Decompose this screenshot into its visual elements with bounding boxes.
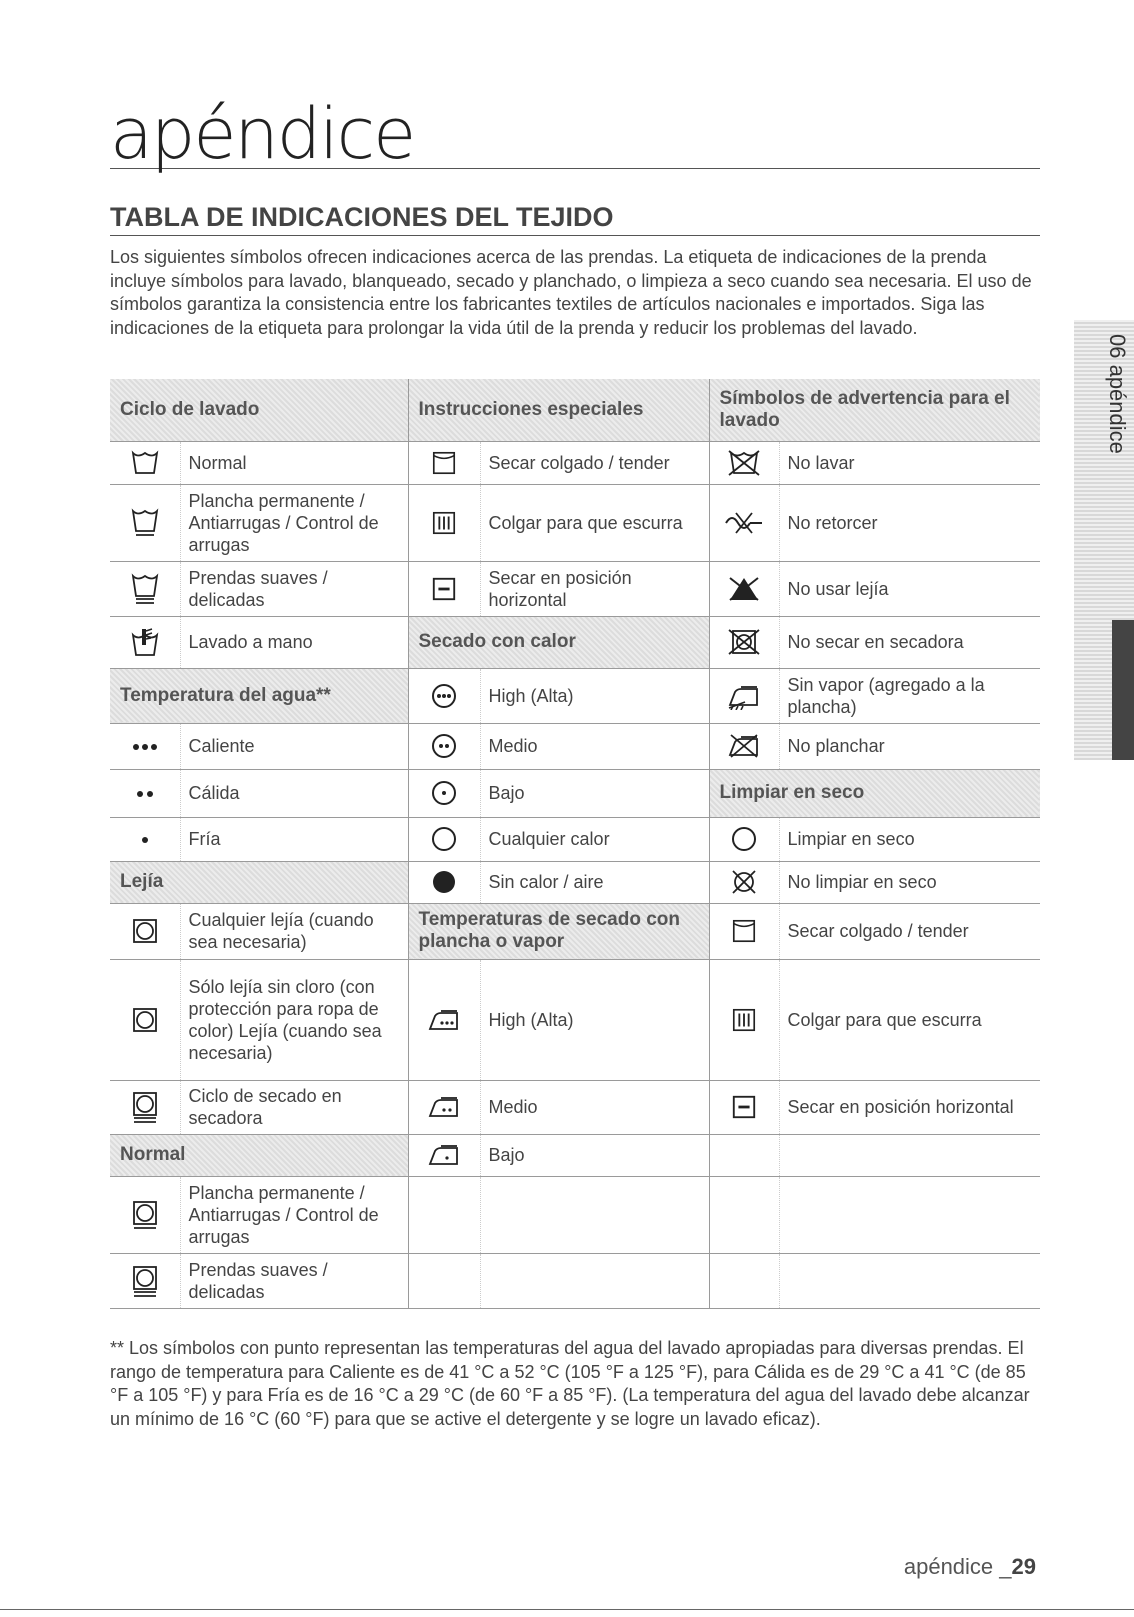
table-cell: Sin vapor (agregado a la plancha) bbox=[779, 668, 1040, 723]
dry-any-heat-icon bbox=[430, 825, 458, 853]
iron-low-icon bbox=[427, 1142, 461, 1168]
header-limpiar-en-seco: Limpiar en seco bbox=[709, 769, 1040, 817]
iron-medium-icon bbox=[427, 1094, 461, 1120]
bottom-rule bbox=[0, 1609, 1134, 1610]
table-cell: Prendas suaves / delicadas bbox=[180, 1253, 408, 1308]
hand-wash-icon bbox=[130, 627, 160, 657]
table-cell: No retorcer bbox=[779, 484, 1040, 561]
table-cell: Prendas suaves / delicadas bbox=[180, 561, 408, 616]
line-dry-icon bbox=[731, 918, 757, 944]
cold-water-dot-icon bbox=[130, 835, 160, 845]
dry-low-heat-icon bbox=[430, 779, 458, 807]
table-cell: Secar colgado / tender bbox=[779, 903, 1040, 959]
non-chlorine-bleach-icon bbox=[131, 1006, 159, 1034]
table-cell: Plancha permanente / Antiarrugas / Control de arrugas bbox=[180, 484, 408, 561]
dry-high-heat-icon bbox=[430, 682, 458, 710]
header-ciclo-lavado: Ciclo de lavado bbox=[110, 379, 408, 441]
table-cell: Normal bbox=[180, 441, 408, 484]
line-dry-icon bbox=[431, 450, 457, 476]
header-advertencia: Símbolos de advertencia para el lavado bbox=[709, 379, 1040, 441]
table-cell: Colgar para que escurra bbox=[480, 484, 709, 561]
page-number-value: 29 bbox=[1011, 1554, 1036, 1579]
header-lejia: Lejía bbox=[110, 861, 408, 903]
header-temperaturas-plancha: Temperaturas de secado con plancha o vapor bbox=[408, 903, 709, 959]
iron-high-icon bbox=[427, 1007, 461, 1033]
table-cell: Plancha permanente / Antiarrugas / Control de arrugas bbox=[180, 1176, 408, 1253]
side-tab-marker bbox=[1112, 620, 1134, 760]
dry-flat-icon bbox=[431, 576, 457, 602]
wash-tub-icon bbox=[130, 450, 160, 476]
fabric-care-table bbox=[110, 379, 1040, 1309]
wash-permanent-press-icon bbox=[130, 508, 160, 538]
footnote: ** Los símbolos con punto representan las temperaturas del agua del lavado apropiadas para diversas prendas. El rango de temperatura para Caliente es de 41 °C a 52 °C (105 °F a 125 °F), para Cálida es de 29 °C a 41 °C (de 85 °F a 105 °F) y para Fría es de 16 °C a 29 °C (de 60 °F a 85 °F). (La temperatura del agua del lavado debe alcanzar un mínimo de 16 °C (60 °F) para que se active el detergente y se logre un lavado eficaz). bbox=[110, 1338, 1030, 1429]
do-not-iron-icon bbox=[727, 733, 761, 759]
table-cell: Sin calor / aire bbox=[480, 861, 709, 903]
dry-clean-icon bbox=[730, 825, 758, 853]
table-cell: Secar en posición horizontal bbox=[480, 561, 709, 616]
table-cell: No secar en secadora bbox=[779, 616, 1040, 668]
table-cell: High (Alta) bbox=[480, 959, 709, 1080]
tumble-delicate-icon bbox=[131, 1264, 159, 1298]
table-cell: Secar en posición horizontal bbox=[779, 1080, 1040, 1134]
header-secado-con-calor: Secado con calor bbox=[408, 616, 709, 668]
dry-flat-icon bbox=[731, 1094, 757, 1120]
drip-dry-icon bbox=[731, 1007, 757, 1033]
do-not-wring-icon bbox=[724, 511, 764, 535]
table-cell: Lavado a mano bbox=[180, 616, 408, 668]
bleach-any-icon bbox=[131, 917, 159, 945]
table-cell: Bajo bbox=[480, 1134, 709, 1176]
table-cell: Limpiar en seco bbox=[779, 817, 1040, 861]
table-cell: High (Alta) bbox=[480, 668, 709, 723]
table-cell: No planchar bbox=[779, 723, 1040, 769]
header-normal: Normal bbox=[110, 1134, 408, 1176]
table-cell: Bajo bbox=[480, 769, 709, 817]
wash-delicate-icon bbox=[130, 573, 160, 605]
page-label: apéndice _ bbox=[903, 1554, 1012, 1579]
header-instrucciones-especiales: Instrucciones especiales bbox=[408, 379, 709, 441]
do-not-bleach-icon bbox=[727, 575, 761, 603]
table-cell: No lavar bbox=[779, 441, 1040, 484]
drip-dry-icon bbox=[431, 510, 457, 536]
table-cell: Sólo lejía sin cloro (con protección para ropa de color) Lejía (cuando sea necesaria) bbox=[180, 959, 408, 1080]
page-number bbox=[904, 1554, 1036, 1580]
tumble-permanent-press-icon bbox=[131, 1199, 159, 1231]
tumble-dry-cycle-icon bbox=[131, 1090, 159, 1124]
side-tab-label: 06 apéndice bbox=[1105, 334, 1130, 454]
do-not-tumble-dry-icon bbox=[727, 628, 761, 656]
table-cell: No limpiar en seco bbox=[779, 861, 1040, 903]
table-cell: Colgar para que escurra bbox=[779, 959, 1040, 1080]
intro-paragraph: Los siguientes símbolos ofrecen indicaciones acerca de las prendas. La etiqueta de indicaciones de la prenda incluye símbolos para lavado, blanqueado, secado y planchado, o limpieza a seco cuando sea necesaria. El uso de símbolos garantiza la consistencia entre los fabricantes textiles de artículos nacionales e importados. Siga las indicaciones de la etiqueta para prolongar la vida útil de la prenda y reducir los problemas del lavado. bbox=[110, 247, 1032, 338]
no-steam-icon bbox=[727, 682, 761, 710]
dry-medium-heat-icon bbox=[430, 732, 458, 760]
table-cell: Cálida bbox=[180, 769, 408, 817]
table-cell: Medio bbox=[480, 1080, 709, 1134]
do-not-wash-icon bbox=[727, 449, 761, 477]
table-cell: Secar colgado / tender bbox=[480, 441, 709, 484]
table-cell: Caliente bbox=[180, 723, 408, 769]
section-title: TABLA DE INDICACIONES DEL TEJIDO bbox=[110, 202, 1040, 236]
table-cell: Medio bbox=[480, 723, 709, 769]
table-cell: Fría bbox=[180, 817, 408, 861]
hot-water-dots-icon bbox=[130, 742, 160, 752]
table-cell: Ciclo de secado en secadora bbox=[180, 1080, 408, 1134]
dry-no-heat-icon bbox=[430, 868, 458, 896]
table-cell: Cualquier calor bbox=[480, 817, 709, 861]
warm-water-dots-icon bbox=[130, 789, 160, 799]
do-not-dry-clean-icon bbox=[730, 868, 758, 896]
page-title: apéndice bbox=[110, 88, 1040, 169]
side-tab bbox=[1074, 320, 1134, 760]
header-temperatura-agua: Temperatura del agua** bbox=[110, 668, 408, 723]
table-cell: Cualquier lejía (cuando sea necesaria) bbox=[180, 903, 408, 959]
table-cell: No usar lejía bbox=[779, 561, 1040, 616]
